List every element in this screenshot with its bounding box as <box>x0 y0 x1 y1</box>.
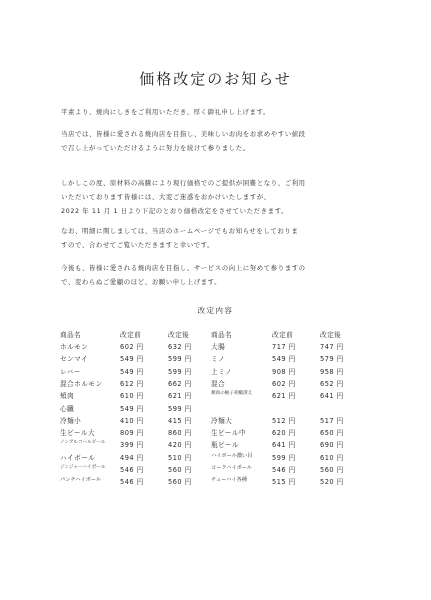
table-cell-price-before-2: 641 円 <box>272 441 296 450</box>
table-cell-price-before: 546 円 <box>120 466 144 474</box>
table-cell-price-after: 510 円 <box>168 453 192 462</box>
table-cell-price-before: 610 円 <box>120 392 144 401</box>
price-section-title: 改定内容 <box>197 306 234 315</box>
table-cell-price-before-2: 546 円 <box>272 466 296 474</box>
table-cell-price-after-2: 579 円 <box>320 355 344 364</box>
notice-paragraph-5 <box>61 261 401 289</box>
table-cell-price-before: 602 円 <box>120 343 144 351</box>
table-header-price-before-2: 改定前 <box>272 331 294 339</box>
table-cell-price-before: 494 円 <box>120 453 144 462</box>
table-cell-price-before-2: 717 円 <box>272 343 296 351</box>
table-cell-item-name-2: チューハイ各種 <box>211 477 247 484</box>
table-cell-price-before-2: 908 円 <box>272 367 296 376</box>
table-cell-price-after: 599 円 <box>168 367 192 376</box>
table-cell-item-name-2: ミノ <box>211 355 226 364</box>
table-cell-price-after-2: 958 円 <box>320 367 344 376</box>
table-cell-item-name-2: 頬肉の柚子胡椒漬え <box>211 391 253 397</box>
paragraph-line: すので、合わせてご覧いただきますと幸いです。 <box>61 241 215 250</box>
table-cell-price-before: 549 円 <box>120 367 144 376</box>
table-header-price-before: 改定前 <box>120 331 142 339</box>
table-cell-price-after-2: 641 円 <box>320 392 344 401</box>
table-cell-item-name-2: 大腸 <box>211 343 226 351</box>
notice-title: 価格改定のお知らせ <box>139 70 292 88</box>
paragraph-line: 今後も、皆様に愛される焼肉店を目指し、サービスの向上に努めて参りますの <box>61 264 306 272</box>
table-cell-price-before-2: 602 円 <box>272 379 296 388</box>
table-cell-price-after: 415 円 <box>168 416 192 425</box>
table-header-price-after-2: 改定後 <box>320 331 342 339</box>
table-cell-price-before: 546 円 <box>120 478 144 487</box>
notice-paragraph-3 <box>61 176 401 219</box>
table-cell-price-after-2: 652 円 <box>320 379 344 388</box>
paragraph-line: 当店では、皆様に愛される焼肉店を目指し、美味しいお肉をお求めやすい値段 <box>61 130 306 138</box>
paragraph-line: 平素より、焼肉にしきをご利用いただき、厚く御礼申し上げます。 <box>61 108 270 116</box>
paragraph-line: なお、明細に関しましては、当店のホームページでもお知らせをしておりま <box>61 227 299 235</box>
table-cell-price-before: 549 円 <box>120 355 144 364</box>
table-cell-price-before-2: 512 円 <box>272 416 296 425</box>
table-cell-price-before-2: 599 円 <box>272 453 296 462</box>
table-cell-item-name: 混合ホルモン <box>60 379 103 388</box>
paragraph-line: いただいております皆様には、大変ご迷惑をおかけいたしますが、 <box>61 193 271 202</box>
table-cell-price-after-2: 610 円 <box>320 453 344 462</box>
table-cell-item-name: 冷麺小 <box>60 416 82 425</box>
notice-paragraph-4 <box>61 224 401 252</box>
table-cell-item-name-2: 混合 <box>211 379 226 388</box>
table-cell-price-before-2: 620 円 <box>272 429 296 438</box>
table-cell-item-name-2: 上ミノ <box>211 367 233 376</box>
table-cell-item-name: ジンジャーハイボール <box>60 465 106 470</box>
table-cell-price-after: 599 円 <box>168 404 192 413</box>
table-cell-price-after: 621 円 <box>168 392 192 401</box>
table-cell-price-after: 860 円 <box>168 429 192 438</box>
table-cell-price-before-2: 515 円 <box>272 478 296 487</box>
paragraph-line: で、変わらぬご愛顧のほど、お願い申し上げます。 <box>61 278 222 287</box>
table-cell-price-before: 612 円 <box>120 379 144 388</box>
table-cell-price-before: 549 円 <box>120 404 144 413</box>
table-cell-price-after: 560 円 <box>168 478 192 487</box>
table-cell-item-name: 生ビール大 <box>60 429 96 438</box>
table-cell-price-before: 399 円 <box>120 441 144 450</box>
table-cell-price-after-2: 747 円 <box>320 343 344 351</box>
table-cell-item-name: 頬肉 <box>60 392 75 401</box>
table-cell-item-name: レバー <box>60 367 81 376</box>
table-header-price-after: 改定後 <box>168 331 190 339</box>
table-cell-item-name-2: ハイボール濃い目 <box>211 452 253 459</box>
table-header-item-name: 商品名 <box>60 331 82 339</box>
table-cell-price-after: 560 円 <box>168 466 192 474</box>
table-cell-item-name-2: コークハイボール <box>211 465 253 471</box>
table-cell-price-after-2: 520 円 <box>320 478 344 487</box>
table-cell-price-after-2: 517 円 <box>320 416 344 425</box>
table-cell-price-before-2: 621 円 <box>272 392 296 401</box>
table-header-item-name-2: 商品名 <box>211 331 233 339</box>
paragraph-line: で召し上がっていただけるように努力を続けて参りました。 <box>61 144 250 153</box>
table-cell-item-name: ハイボール <box>60 453 96 462</box>
table-cell-item-name: ノンアルコールビール <box>60 440 106 446</box>
table-cell-price-after-2: 690 円 <box>320 441 344 450</box>
table-cell-price-after: 662 円 <box>168 379 192 388</box>
table-cell-price-after-2: 650 円 <box>320 429 344 438</box>
table-cell-price-before-2: 549 円 <box>272 355 296 364</box>
table-cell-price-after: 632 円 <box>168 343 192 351</box>
notice-paragraph-1 <box>61 105 401 119</box>
table-cell-item-name-2: 冷麺大 <box>211 416 233 425</box>
table-cell-item-name: ホルモン <box>60 343 89 351</box>
table-cell-price-before: 809 円 <box>120 429 144 438</box>
table-cell-item-name-2: 生ビール中 <box>211 429 247 438</box>
table-cell-price-after-2: 560 円 <box>320 466 344 474</box>
paragraph-line: しかしこの度、原材料の高騰により現行価格でのご提供が困難となり、ご利用 <box>61 179 306 187</box>
table-cell-price-after: 599 円 <box>168 355 192 364</box>
table-cell-item-name-2: 瓶ビール <box>211 441 239 450</box>
table-cell-price-before: 410 円 <box>120 416 144 425</box>
table-cell-item-name: 心臓 <box>60 404 75 413</box>
paragraph-line: 2022 年 11 月 1 日より下記のとおり価格改定をさせていただきます。 <box>61 207 289 216</box>
table-cell-price-after: 420 円 <box>168 441 192 450</box>
table-cell-item-name: パンチハイボール <box>60 477 102 484</box>
notice-paragraph-2 <box>61 127 401 155</box>
table-cell-item-name: センマイ <box>60 355 89 364</box>
